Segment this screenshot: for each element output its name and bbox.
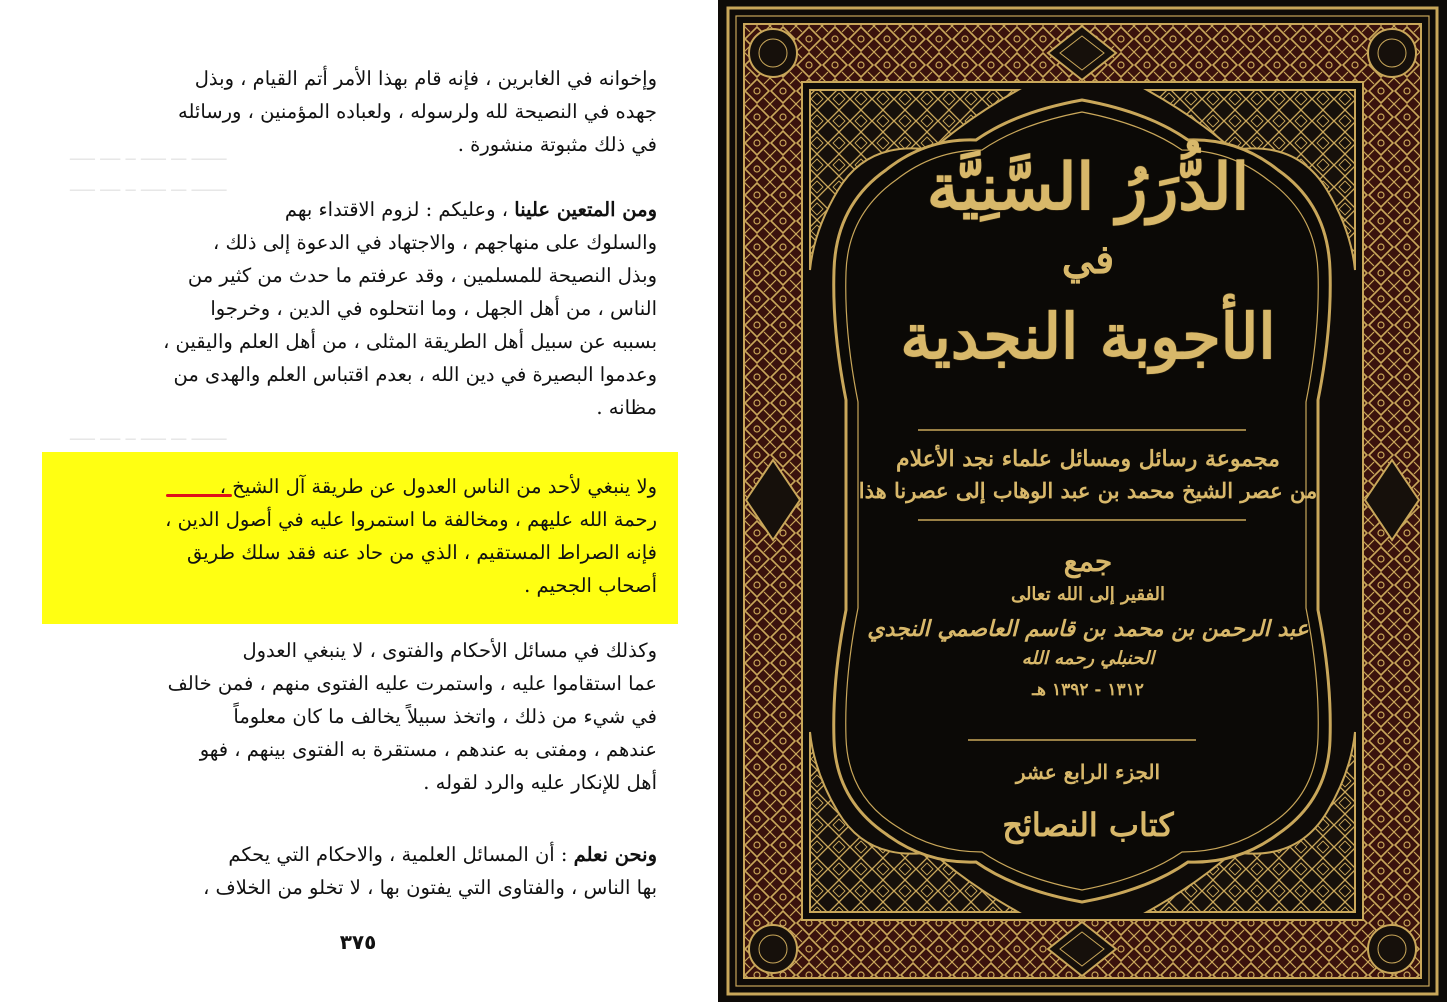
text-line: بها الناس ، والفتاوى التي يفتون بها ، لا تخلو من الخلاف ،	[203, 876, 657, 899]
text-line: في ذلك مثبوتة منشورة .	[457, 133, 657, 156]
bold-lead: ومن المتعين علينا	[514, 198, 657, 221]
line-rest: ، وعليكم : لزوم الاقتداء بهم	[284, 198, 515, 221]
cover-dates: ١٣١٢ - ١٣٩٢ هـ	[1032, 680, 1144, 700]
text-line: الناس ، من أهل الجهل ، وما انتحلوه في الدين ، وخرجوا	[210, 297, 657, 320]
text-line: مظانه .	[596, 396, 657, 419]
bleed-through-text: ـــــــ ـــ ـــــ ــ ــــ ـــــ	[70, 176, 227, 196]
cover-author-line-2: عبد الرحمن بن محمد بن قاسم العاصمي النجدي	[867, 616, 1309, 642]
cover-subtitle-1: مجموعة رسائل ومسائل علماء نجد الأعلام	[896, 446, 1280, 472]
text-line: أصحاب الجحيم .	[524, 574, 657, 597]
text-line: عندهم ، ومفتى به عندهم ، مستقرة به الفتوى بينهم ، فهو	[199, 738, 657, 761]
line-rest: : أن المسائل العلمية ، والاحكام التي يحكم	[228, 843, 574, 866]
book-page-left	[0, 0, 718, 1002]
text-line: في شيء من ذلك ، واتخذ سبيلاً يخالف ما كان معلوماً	[233, 705, 657, 728]
book-cover	[718, 0, 1447, 1002]
text-line: ولا ينبغي لأحد من الناس العدول عن طريقة آل الشيخ ،	[219, 475, 657, 498]
cover-author-line-3: الحنبلي رحمه الله	[1021, 648, 1155, 669]
cover-compiled-label: جمع	[1063, 545, 1113, 578]
text-line: عما استقاموا عليه ، واستمرت عليه الفتوى منهم ، فمن خالف	[167, 672, 657, 695]
cover-subtitle-2: من عصر الشيخ محمد بن عبد الوهاب إلى عصرنا هذا	[858, 478, 1318, 503]
text-line	[62, 838, 657, 871]
paragraph-3-highlighted	[62, 470, 657, 602]
paragraph-5	[62, 838, 657, 904]
text-line: وبذل النصيحة للمسلمين ، وقد عرفتم ما حدث من كثير من	[187, 264, 657, 287]
cover-author-line-1: الفقير إلى الله تعالى	[1010, 584, 1166, 605]
paragraph-2	[62, 193, 657, 424]
text-line: رحمة الله عليهم ، ومخالفة ما استمروا عليه في أصول الدين ،	[165, 508, 657, 531]
text-line: وعدموا البصيرة في دين الله ، بعدم اقتباس العلم والهدى من	[173, 363, 657, 386]
text-line: جهده في النصيحة لله ولرسوله ، ولعباده المؤمنين ، ورسائله	[177, 100, 657, 123]
bleed-through-text: ـــــــ ـــ ـــــ ــ ــــ ـــــ	[70, 425, 227, 445]
cover-title-main: الدُّرَرُ السَّنِيَّة	[926, 150, 1250, 225]
page-number: ٣٧٥	[339, 930, 377, 954]
cover-book-name: كتاب النصائح	[1002, 806, 1174, 844]
cover-volume: الجزء الرابع عشر	[1015, 760, 1161, 784]
text-line: والسلوك على منهاجهم ، والاجتهاد في الدعوة إلى ذلك ،	[212, 231, 657, 254]
text-line: وإخوانه في الغابرين ، فإنه قام بهذا الأمر أتم القيام ، وبذل	[194, 67, 657, 90]
paragraph-1	[62, 62, 657, 161]
text-line: فإنه الصراط المستقيم ، الذي من حاد عنه فقد سلك طريق	[187, 541, 657, 564]
cover-title-connector: في	[1061, 236, 1115, 283]
cover-title-second: الأجوبة النجدية	[900, 300, 1276, 373]
text-line	[62, 193, 657, 226]
text-line: وكذلك في مسائل الأحكام والفتوى ، لا ينبغي العدول	[242, 639, 657, 662]
bleed-through-text: ـــــــ ـــ ـــــ ــ ــــ ـــــ	[70, 145, 227, 165]
text-line: بسببه عن سبيل أهل الطريقة المثلى ، من أهل العلم واليقين ،	[163, 330, 657, 353]
bold-lead: ونحن نعلم	[573, 843, 657, 866]
text-line: أهل للإنكار عليه والرد لقوله .	[423, 771, 657, 794]
paragraph-4	[62, 634, 657, 799]
